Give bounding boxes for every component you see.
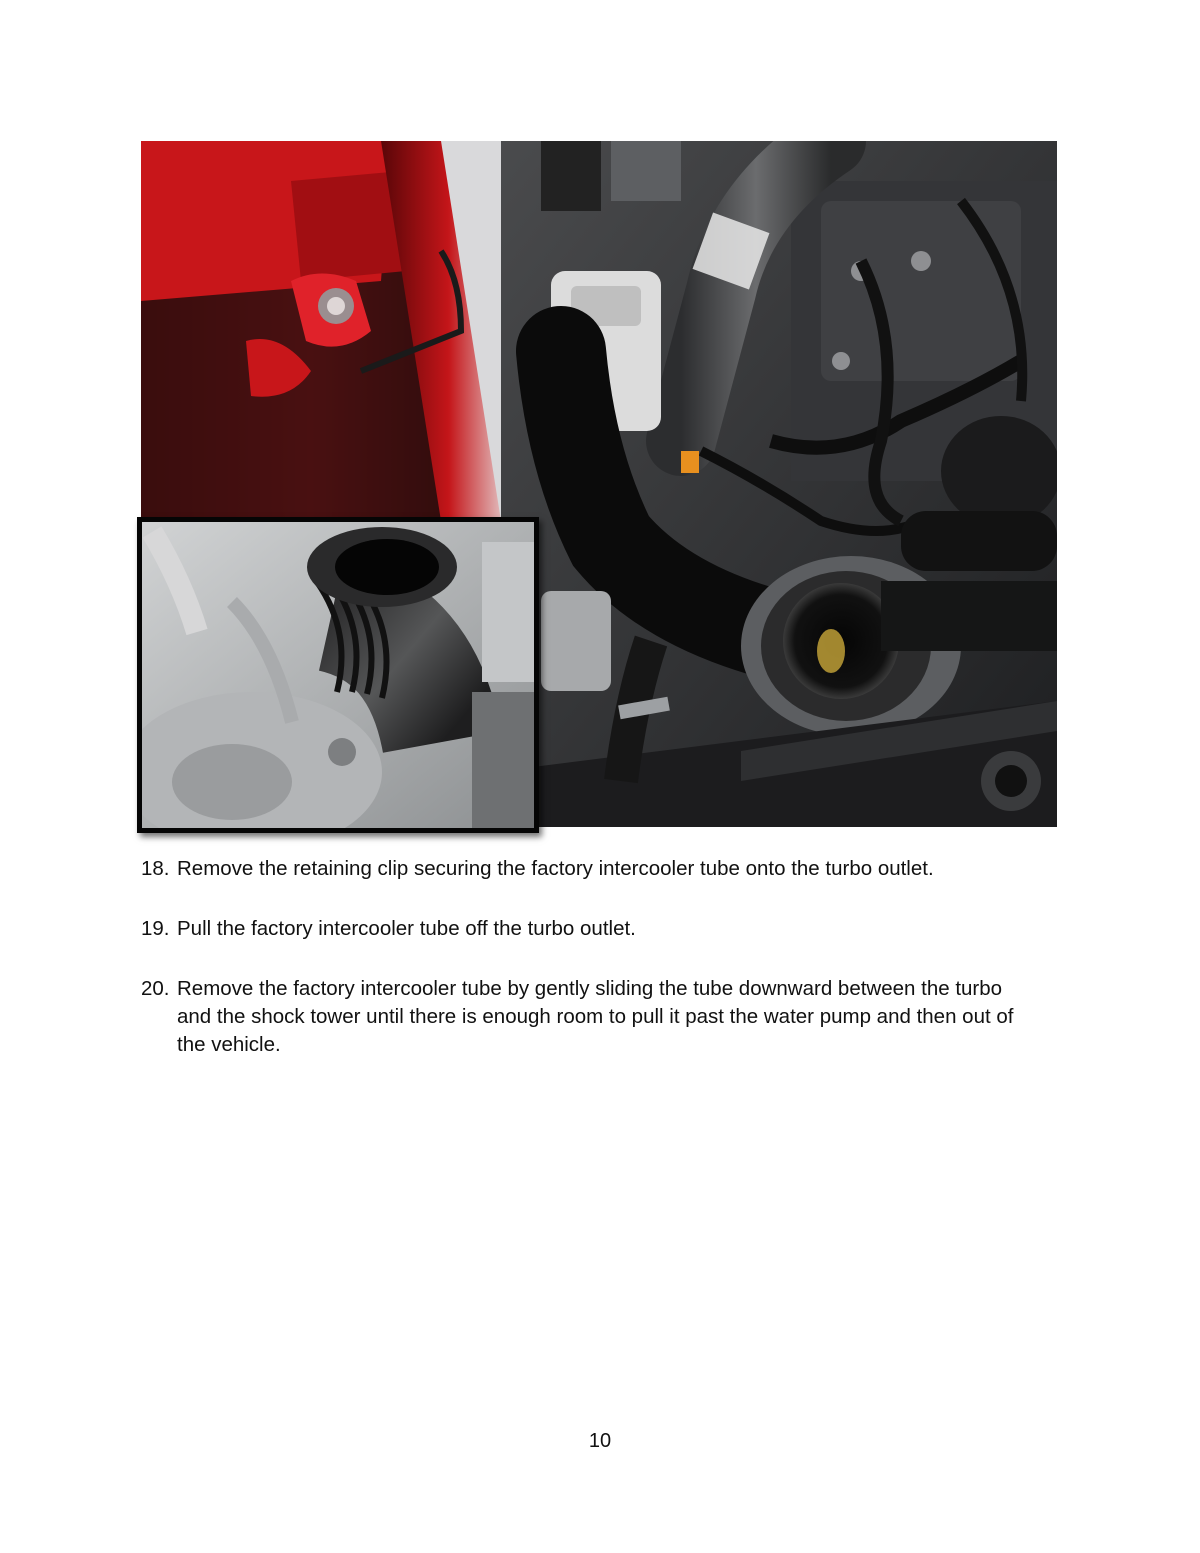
step-number: 20. [141, 977, 170, 1000]
step-18 [141, 855, 1041, 883]
step-text: Remove the factory intercooler tube by gently sliding the tube downward between the turbo and the shock tower until there is enough room to pull it past the water pump and then out of the vehicle. [177, 977, 1014, 1056]
step-text: Pull the factory intercooler tube off the turbo outlet. [177, 917, 636, 940]
step-19 [141, 915, 1041, 943]
inset-closeup-photo [137, 517, 539, 833]
page-number: 10 [588, 1430, 612, 1452]
step-number: 19. [141, 917, 170, 940]
step-number: 18. [141, 857, 170, 880]
instruction-steps [141, 855, 1041, 1091]
step-text: Remove the retaining clip securing the factory intercooler tube onto the turbo outlet. [177, 857, 934, 880]
step-20 [141, 975, 1041, 1059]
